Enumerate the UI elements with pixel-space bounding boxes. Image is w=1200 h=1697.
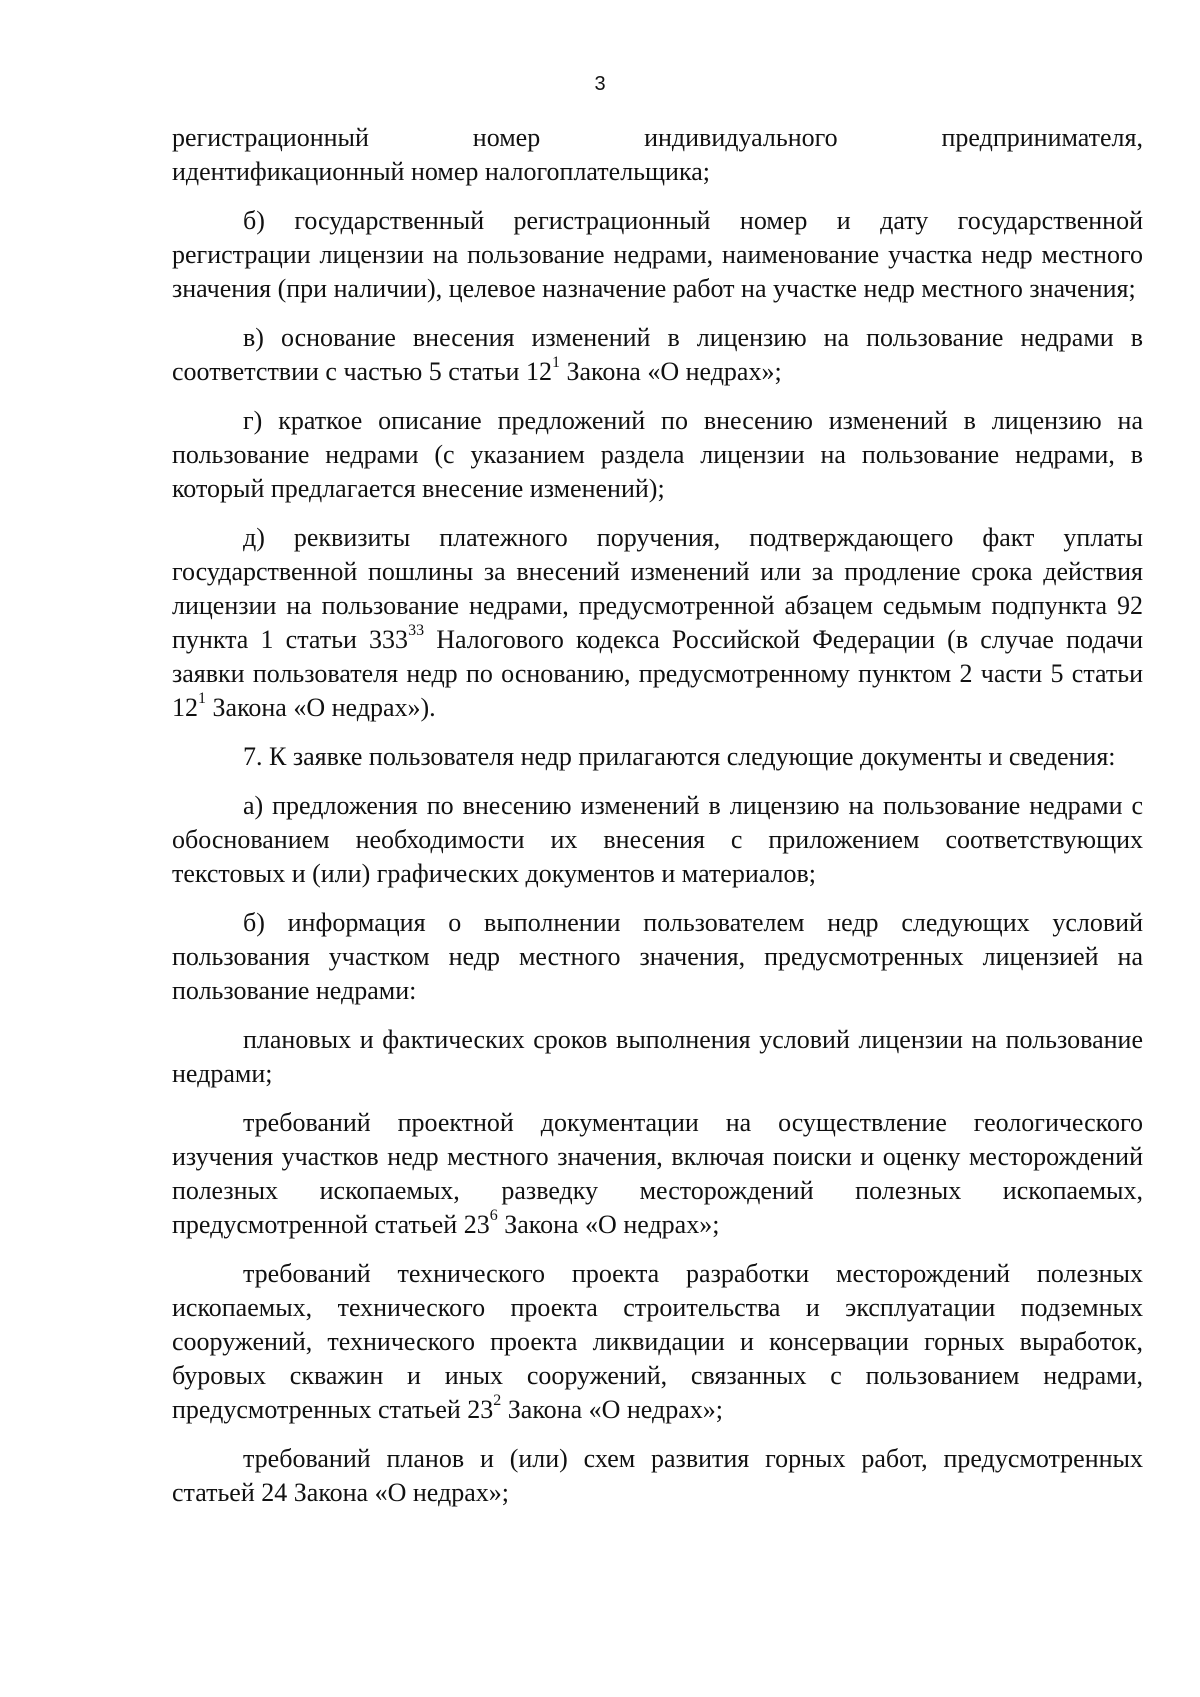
paragraph-section-7: 7. К заявке пользователя недр прилагаются следующие документы и сведения:	[243, 742, 1116, 771]
paragraph-item-b-information: б) информация о выполнении пользователем недр следующих условий пользования участком недр местного значения, предусмотренных лицензией на пользование недрами:	[172, 908, 1143, 1005]
paragraph-item-b-registration: б) государственный регистрационный номер и дату государственной регистрации лицензии на пользование недрами, наименование участка недр местного значения (при наличии), целевое назначение работ на участке недр местного значения;	[172, 206, 1143, 303]
paragraph-item-v-grounds	[172, 321, 1143, 389]
paragraph-mining-plans: требований планов и (или) схем развития горных работ, предусмотренных статьей 24 Закона «О недрах»;	[172, 1444, 1143, 1507]
text-run: в) основание внесения изменений в лицензию на пользование недрами в соответствии с частью 5 статьи 12	[172, 323, 1143, 386]
paragraph-line: идентификационный номер налогоплательщика;	[172, 157, 710, 186]
text-run: д) реквизиты платежного поручения, подтверждающего факт уплаты государственной пошлины за внесений изменений или за продление срока действия лицензии на пользование недрами, предусмотренной абзацем седьмым подпункта 92 пункта 1 статьи 333	[172, 523, 1143, 654]
paragraph-project-requirements	[172, 1106, 1143, 1242]
superscript: 1	[551, 354, 560, 372]
superscript: 6	[489, 1207, 498, 1225]
text-run: требований проектной документации на осуществление геологического изучения участков недр местного значения, включая поиски и оценку месторождений полезных ископаемых, разведку месторождений полезных ископаемых, предусмотренной статьей 23	[172, 1108, 1143, 1239]
paragraph-item-d-payment	[172, 521, 1143, 725]
text-run: требований технического проекта разработки месторождений полезных ископаемых, технического проекта строительства и эксплуатации подземных сооружений, технического проекта ликвидации и консервации горных выработок, буровых скважин и иных сооружений, связанных с пользованием недрами, предусмотренных статьей 23	[172, 1259, 1143, 1424]
paragraph-planned-deadlines: плановых и фактических сроков выполнения условий лицензии на пользование недрами;	[172, 1025, 1143, 1088]
superscript: 33	[408, 622, 425, 640]
paragraph-technical-requirements	[172, 1257, 1143, 1427]
text-run: Закона «О недрах»;	[501, 1395, 723, 1424]
text-run: Закона «О недрах»).	[206, 693, 436, 722]
superscript: 2	[493, 1392, 502, 1410]
text-run: Налогового кодекса Российской Федерации (в случае подачи заявки пользователя недр по основанию, предусмотренному пунктом 2 части 5 статьи 12	[172, 625, 1143, 722]
page-number: 3	[594, 73, 606, 95]
paragraph-line: регистрационный номер индивидуального предпринимателя,	[172, 123, 1143, 152]
superscript: 1	[198, 690, 206, 708]
text-run: Закона «О недрах»;	[497, 1210, 720, 1239]
paragraph-item-g-description: г) краткое описание предложений по внесению изменений в лицензию на пользование недрами (с указанием раздела лицензии на пользование недрами, в который предлагается внесение изменений);	[172, 406, 1143, 503]
paragraph-item-a-proposals: а) предложения по внесению изменений в лицензию на пользование недрами с обоснованием необходимости их внесения с приложением соответствующих текстовых и (или) графических документов и материалов;	[172, 791, 1143, 888]
text-run: Закона «О недрах»;	[559, 357, 782, 386]
paragraph-registration-continued	[172, 121, 1143, 189]
document-body	[172, 121, 1143, 1525]
